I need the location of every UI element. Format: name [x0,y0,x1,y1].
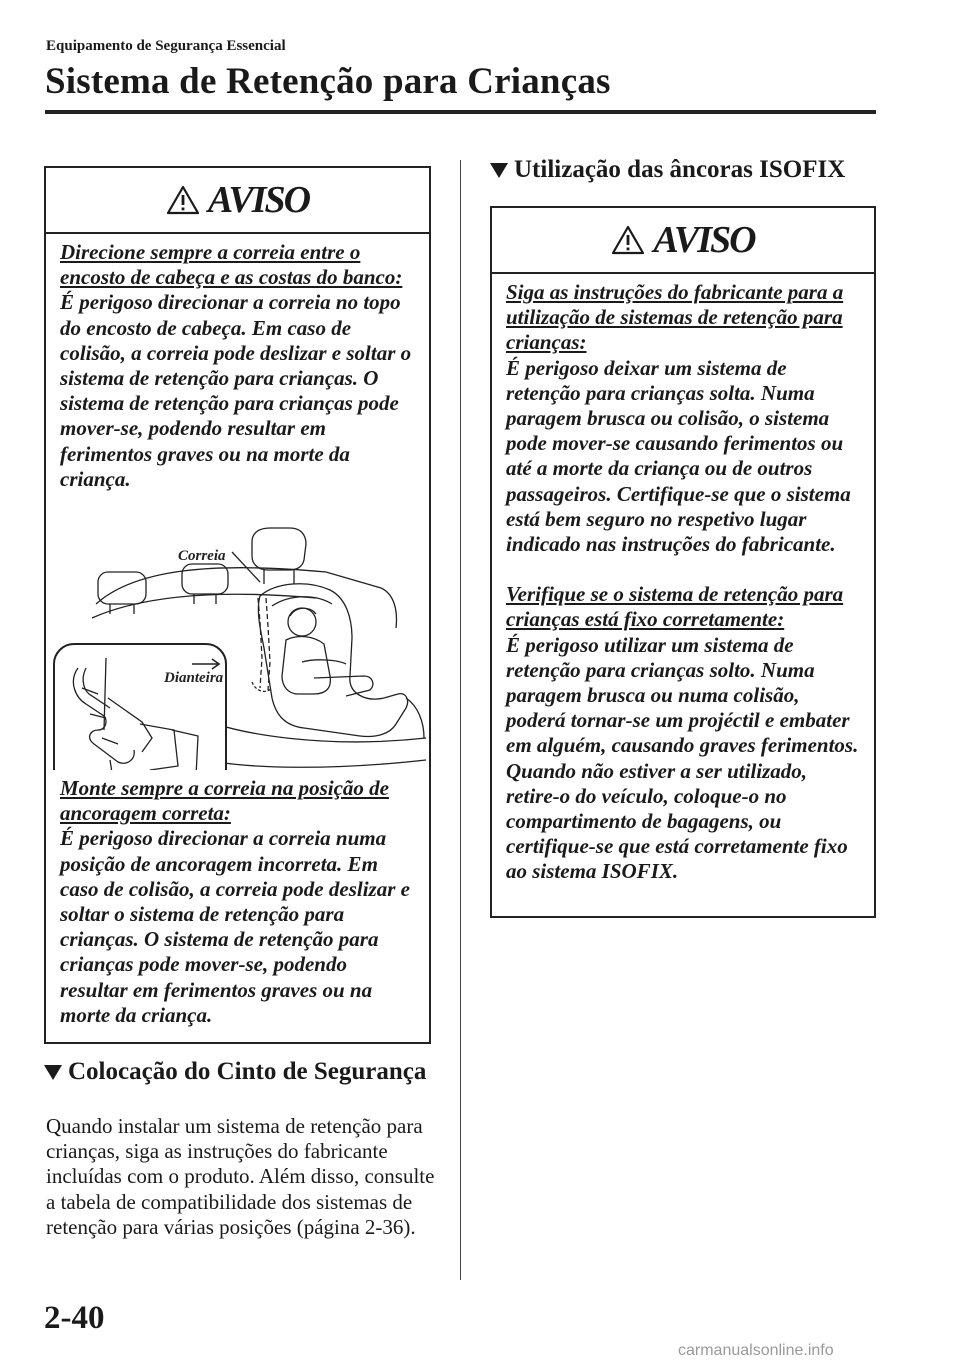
warning-subtitle-anchor: Monte sempre a correia na posição de ancoragem correta: [60,776,389,826]
seat-illustration [46,498,428,770]
warning-heading: AVISO [207,179,310,221]
warning-header [492,208,874,274]
belt-paragraph: Quando instalar um sistema de retenção para crianças, siga as instruções do fabricante incluídas com o produto. Além disso, consulte a tabela de compatibilidade dos sistemas de retenção para várias posições (página 2-36). [46,1114,435,1239]
seat-strap-figure [46,498,428,770]
page-title: Sistema de Retenção para Crianças [45,61,611,102]
paragraph-gap [506,557,860,582]
front-label: Dianteira [164,670,224,687]
warning-subtitle-headrest: Direcione sempre a correia entre o encosto de cabeça e as costas do banco: [60,240,403,290]
warning-triangle-icon [611,225,645,255]
warning-text-fixed: É perigoso utilizar um sistema de retenção para crianças solto. Numa paragem brusca ou numa colisão, poderá tornar-se um projéctil e embater em alguém, causando graves ferimentos. Quando não estiver a ser utilizado, retire-o do veículo, coloque-o no compartimento de bagagens, ou certifique-se que está corretamente fixo ao sistema ISOFIX. [506,632,859,884]
warning-text-headrest: É perigoso direcionar a correia no topo do encosto de cabeça. Em caso de colisão, a correia pode deslizar e soltar o sistema de retenção para crianças. O sistema de retenção para crianças pode mover-se, podendo resultar em ferimentos graves ou na morte da criança. [60,290,412,491]
section-title-isofix-text: Utilização das âncoras ISOFIX [514,156,846,183]
section-title-belt [44,1058,426,1086]
warning-heading: AVISO [653,219,755,261]
strap-label: Correia [178,548,226,565]
warning-text-anchor: É perigoso direcionar a correia numa posição de ancoragem incorreta. Em caso de colisão, a correia pode deslizar e soltar o sistema de retenção para crianças. O sistema de retenção para crianças pode mover-se, podendo resultar em ferimentos graves ou na morte da criança. [60,826,410,1027]
left-warning-box [44,166,431,1044]
warning-text-instructions: É perigoso deixar um sistema de retenção para crianças solta. Numa paragem brusca ou colisão, o sistema pode mover-se causando ferimentos ou até a morte da criança ou de outros passageiros. Certifique-se que o sistema está bem seguro no respetivo lugar indicado nas instruções do fabricante. [506,355,851,557]
breadcrumb: Equipamento de Segurança Essencial [46,38,286,54]
warning-subtitle-fixed: Verifique se o sistema de retenção para crianças está fixo corretamente: [506,582,844,632]
title-rule [45,110,876,114]
warning-triangle-icon [166,185,200,215]
warning-subtitle-instructions: Siga as instruções do fabricante para a utilização de sistemas de retenção para crianças: [506,280,844,355]
section-title-belt-text: Colocação do Cinto de Segurança [68,1058,427,1085]
column-divider [460,160,461,1280]
triangle-bullet-icon [44,1065,62,1080]
watermark: carmanualsonline.info [678,1342,834,1359]
section-title-isofix [490,156,845,184]
warning-header [46,168,429,234]
triangle-bullet-icon [490,163,508,178]
right-warning-box [490,206,876,918]
page-number: 2-40 [44,1300,105,1336]
